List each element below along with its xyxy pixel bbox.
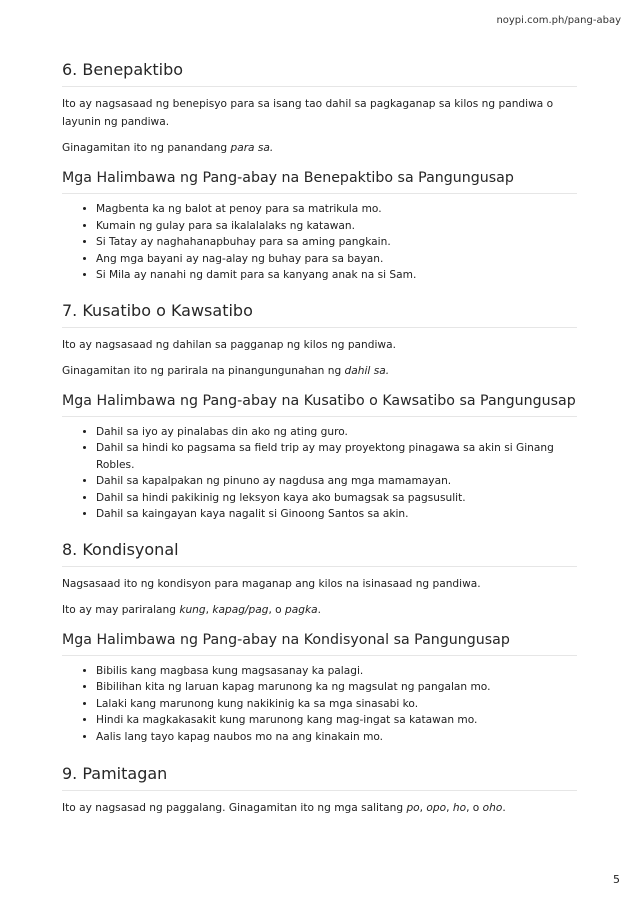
separator: . [317,603,321,616]
section-heading-benepaktibo: 6. Benepaktibo [62,60,577,87]
usage-text: Ginagamitan ito ng parirala na pinangungunahan ng [62,364,345,377]
list-item: • Si Mila ay nanahi ng damit para sa kanyang anak na si Sam. [96,267,577,284]
separator: . [502,802,506,814]
honorific-word: opo [426,802,447,814]
examples-heading: Mga Halimbawa ng Pang-abay na Kusatibo o Kawsatibo sa Pangungusap [62,392,577,417]
examples-heading: Mga Halimbawa ng Pang-abay na Kondisyonal sa Pangungusap [62,631,577,656]
examples-list [62,663,577,746]
section-heading-pamitagan: 9. Pamitagan [62,764,577,791]
list-item: • Ang mga bayani ay nag-alay ng buhay para sa bayan. [96,251,577,268]
list-item: • Magbenta ka ng balot at penoy para sa matrikula mo. [96,201,577,218]
list-item: • Si Tatay ay naghahanapbuhay para sa aming pangkain. [96,234,577,251]
list-item: • Dahil sa iyo ay pinalabas din ako ng ating guro. [96,424,577,441]
list-item: • Dahil sa hindi pakikinig ng leksyon kaya ako bumagsak sa pagsusulit. [96,490,577,507]
list-item: • Dahil sa hindi ko pagsama sa field trip ay may proyektong pinagawa sa akin si Ginang Robles. [96,440,577,473]
list-item: • Bibilis kang magbasa kung magsasanay ka palagi. [96,663,577,680]
list-item: • Bibilihan kita ng laruan kapag marunong ka ng magsulat ng pangalan mo. [96,679,577,696]
section-description [62,799,577,817]
list-item: • Dahil sa kaingayan kaya nagalit si Ginoong Santos sa akin. [96,506,577,523]
usage-word: kung [179,603,206,616]
honorific-word: ho [452,802,467,814]
list-item: • Dahil sa kapalpakan ng pinuno ay nagdusa ang mga mamamayan. [96,473,577,490]
section-heading-kusatibo: 7. Kusatibo o Kawsatibo [62,301,577,328]
examples-heading: Mga Halimbawa ng Pang-abay na Benepaktibo sa Pangungusap [62,169,577,194]
section-heading-kondisyonal: 8. Kondisyonal [62,540,577,567]
page-number: 5 [613,873,620,886]
usage-word: pagka [285,603,318,616]
examples-list [62,201,577,284]
usage-note [62,139,577,157]
list-item: • Lalaki kang marunong kung nakikinig ka sa mga sinasabi ko. [96,696,577,713]
section-description: Ito ay nagsasaad ng benepisyo para sa isang tao dahil sa pagkaganap sa kilos ng pandiwa o layunin ng pandiwa. [62,98,554,128]
usage-marker: para sa. [230,142,274,154]
document-body [62,60,577,817]
usage-marker: dahil sa. [344,364,390,377]
separator: , [419,802,427,814]
list-item: • Hindi ka magkakasakit kung marunong kang mag-ingat sa katawan mo. [96,712,577,729]
separator: , o [268,603,286,616]
section-description: Nagsasaad ito ng kondisyon para maganap ang kilos na isinasaad ng pandiwa. [62,577,481,590]
usage-text: Ito ay may pariralang [62,603,180,616]
separator: , o [466,802,483,814]
usage-word: kapag/pag [212,603,269,616]
list-item: • Aalis lang tayo kapag naubos mo na ang kinakain mo. [96,729,577,746]
honorific-word: oho [482,802,503,814]
page-url: noypi.com.ph/pang-abay [496,15,621,26]
usage-note [62,362,577,380]
honorific-word: po [406,802,420,814]
usage-note [62,601,577,619]
examples-list [62,424,577,523]
separator: , [205,603,213,616]
section-description: Ito ay nagsasaad ng dahilan sa pagganap ng kilos ng pandiwa. [62,338,396,351]
usage-text: Ginagamitan ito ng panandang [62,142,231,154]
separator: , [446,802,453,814]
description-text: Ito ay nagsasad ng paggalang. Ginagamitan ito ng mga salitang [62,802,407,814]
list-item: • Kumain ng gulay para sa ikalalalaks ng katawan. [96,218,577,235]
